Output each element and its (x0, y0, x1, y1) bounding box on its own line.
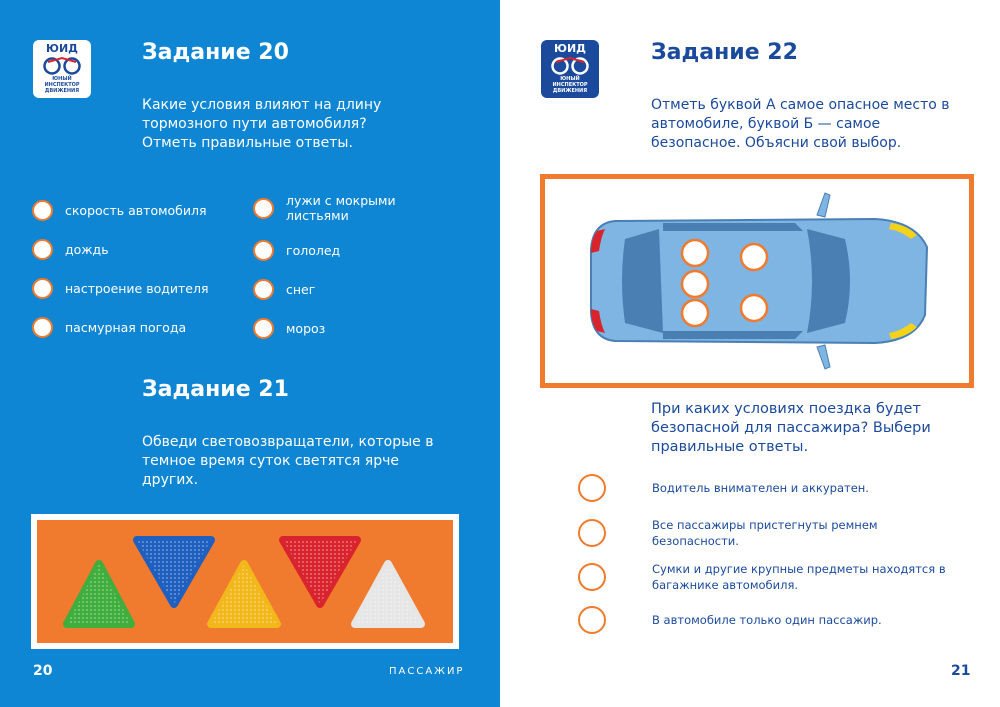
option-label: скорость автомобиля (65, 203, 207, 218)
answer-option-2[interactable] (578, 517, 912, 549)
reflectors-panel (37, 520, 453, 643)
option-speed[interactable] (32, 200, 207, 221)
seat-marker (682, 300, 708, 326)
answer-checkbox[interactable] (578, 474, 606, 502)
task22-title: Задание 22 (651, 40, 798, 65)
seat-marker (741, 244, 767, 270)
option-label: лужи с мокрыми листьями (286, 193, 396, 223)
option-label: дождь (65, 242, 109, 257)
answer-checkbox[interactable] (578, 519, 606, 547)
page-number-left: 20 (33, 663, 53, 679)
reflector-green[interactable] (67, 564, 131, 624)
task22-text: Отметь буквой А самое опасное место в автомобиле, буквой Б — самое безопасное. Объясни свой выбор. (651, 97, 950, 151)
option-label: мороз (286, 321, 326, 336)
reflector-yellow[interactable] (211, 564, 277, 624)
answer-option-4[interactable] (578, 606, 942, 634)
option-ice[interactable] (253, 240, 340, 261)
reflectors-illustration (37, 520, 453, 643)
option-snow[interactable] (253, 279, 315, 300)
option-checkbox[interactable] (32, 239, 53, 260)
option-checkbox[interactable] (253, 198, 274, 219)
car-top-view (545, 179, 969, 383)
seat-marker (682, 240, 708, 266)
section-label: ПАССАЖИР (389, 666, 465, 677)
option-mood[interactable] (32, 278, 208, 299)
answer-label: В автомобиле только один пассажир. (652, 613, 882, 627)
reflector-blue[interactable] (137, 540, 211, 604)
seat-marker (682, 271, 708, 297)
seat-marker (741, 295, 767, 321)
task21-text: Обведи световозвращатели, которые в темное время суток светятся ярче других. (142, 434, 434, 488)
logo-subtitle: ЮНЫЙ ИНСПЕКТОР ДВИЖЕНИЯ (44, 76, 80, 94)
answer-option-1[interactable] (578, 474, 942, 502)
reflector-white[interactable] (355, 564, 421, 624)
answer-checkbox[interactable] (578, 563, 606, 591)
question-text: При каких условиях поездка будет безопасной для пассажира? Выбери правильные ответы. (651, 401, 931, 455)
option-label: пасмурная погода (65, 320, 187, 335)
option-frost[interactable] (253, 318, 325, 339)
option-checkbox[interactable] (32, 317, 53, 338)
answer-checkbox[interactable] (578, 606, 606, 634)
yuid-logo (33, 40, 91, 98)
answer-label: Сумки и другие крупные предметы находятся в багажнике автомобиля. (652, 562, 946, 592)
option-checkbox[interactable] (32, 200, 53, 221)
option-label: снег (286, 282, 316, 297)
task20-title: Задание 20 (142, 40, 289, 65)
task21-title: Задание 21 (142, 377, 289, 402)
option-puddles[interactable] (253, 193, 416, 223)
car-frame (540, 174, 974, 388)
option-rain[interactable] (32, 239, 109, 260)
option-checkbox[interactable] (32, 278, 53, 299)
task20-text: Какие условия влияют на длину тормозного пути автомобиля? Отметь правильные ответы. (142, 97, 382, 151)
yuid-logo (541, 40, 599, 98)
bicycle-icon (550, 56, 590, 76)
option-cloudy[interactable] (32, 317, 186, 338)
logo-abbreviation: ЮИД (554, 42, 586, 55)
option-label: настроение водителя (65, 281, 209, 296)
logo-abbreviation: ЮИД (46, 42, 78, 55)
bicycle-icon (42, 56, 82, 76)
answer-option-3[interactable] (578, 561, 952, 593)
option-label: гололед (286, 243, 341, 258)
answer-label: Водитель внимателен и аккуратен. (652, 481, 869, 495)
page-number-right: 21 (951, 663, 971, 679)
option-checkbox[interactable] (253, 279, 274, 300)
reflectors-frame (31, 514, 459, 649)
logo-subtitle: ЮНЫЙ ИНСПЕКТОР ДВИЖЕНИЯ (552, 76, 588, 94)
answer-label: Все пассажиры пристегнуты ремнем безопасности. (652, 518, 878, 548)
option-checkbox[interactable] (253, 318, 274, 339)
option-checkbox[interactable] (253, 240, 274, 261)
reflector-red[interactable] (283, 540, 357, 604)
